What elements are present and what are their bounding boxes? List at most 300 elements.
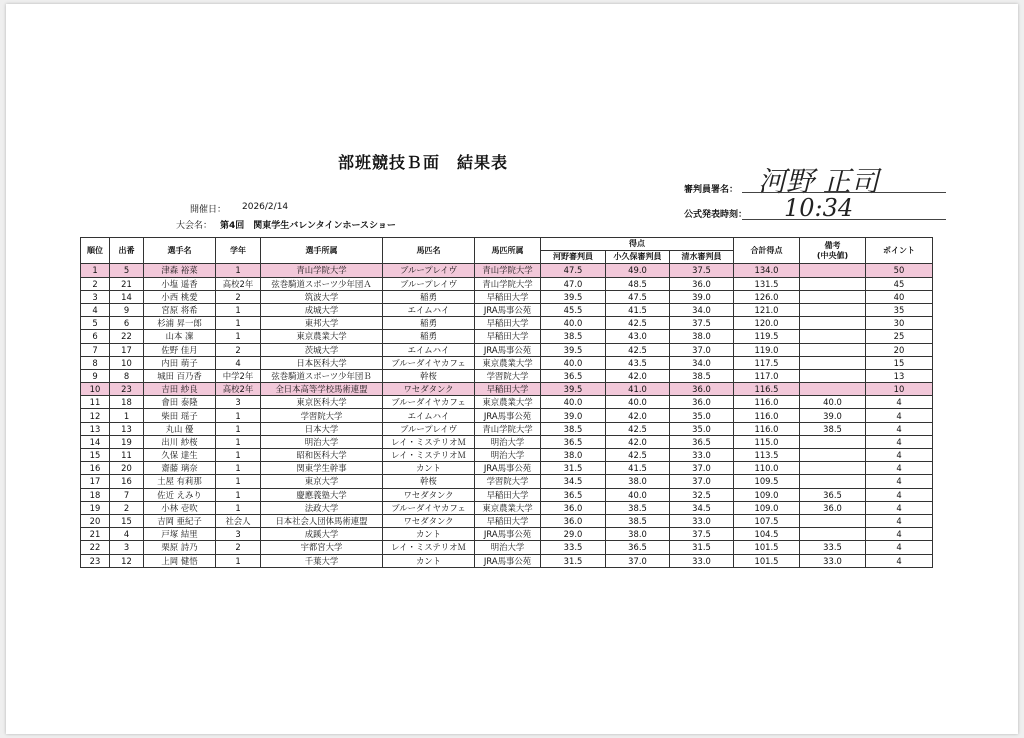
horse-cell: ブループレイヴ bbox=[383, 277, 475, 290]
signature-line bbox=[742, 192, 946, 193]
judge3-score: 39.0 bbox=[670, 290, 734, 303]
horse-owner-cell: JRA馬事公苑 bbox=[475, 303, 541, 316]
table-row bbox=[81, 330, 933, 343]
bib-cell: 20 bbox=[110, 462, 144, 475]
rank-cell: 19 bbox=[81, 501, 110, 514]
judge1-score: 47.5 bbox=[541, 264, 606, 277]
grade-cell: 高校2年 bbox=[216, 277, 261, 290]
judge3-score: 36.0 bbox=[670, 396, 734, 409]
points-cell: 4 bbox=[866, 449, 933, 462]
judge2-score: 42.5 bbox=[606, 449, 670, 462]
total-score: 101.5 bbox=[734, 554, 800, 567]
horse-owner-cell: 東京農業大学 bbox=[475, 501, 541, 514]
total-score: 109.0 bbox=[734, 488, 800, 501]
horse-cell: 幹桜 bbox=[383, 475, 475, 488]
bib-cell: 21 bbox=[110, 277, 144, 290]
bib-cell: 12 bbox=[110, 554, 144, 567]
judge1-score: 31.5 bbox=[541, 554, 606, 567]
judge3-score: 35.0 bbox=[670, 409, 734, 422]
judge2-score: 38.5 bbox=[606, 514, 670, 527]
judge3-score: 32.5 bbox=[670, 488, 734, 501]
name-cell: 津森 裕菜 bbox=[144, 264, 216, 277]
announce-time: 10:34 bbox=[784, 194, 854, 222]
affiliation-cell: 宇都宮大学 bbox=[261, 541, 383, 554]
affiliation-cell: 東京大学 bbox=[261, 475, 383, 488]
median-note bbox=[800, 449, 866, 462]
rank-header: 順位 bbox=[81, 238, 110, 264]
bib-header: 出番 bbox=[110, 238, 144, 264]
rank-cell: 5 bbox=[81, 317, 110, 330]
horse-cell: エイムハイ bbox=[383, 409, 475, 422]
name-cell: 小西 桃愛 bbox=[144, 290, 216, 303]
grade-cell: 2 bbox=[216, 343, 261, 356]
judge1-score: 36.5 bbox=[541, 435, 606, 448]
judge3-score: 38.5 bbox=[670, 369, 734, 382]
points-cell: 45 bbox=[866, 277, 933, 290]
bib-cell: 11 bbox=[110, 449, 144, 462]
horse-owner-cell: JRA馬事公苑 bbox=[475, 528, 541, 541]
date-label: 開催日： bbox=[190, 205, 227, 215]
bib-cell: 14 bbox=[110, 290, 144, 303]
grade-cell: 1 bbox=[216, 462, 261, 475]
total-score: 126.0 bbox=[734, 290, 800, 303]
horse-cell: ブルーダイヤカフェ bbox=[383, 396, 475, 409]
judge3-score: 34.0 bbox=[670, 356, 734, 369]
judge3-score: 38.0 bbox=[670, 330, 734, 343]
horse-cell: カント bbox=[383, 462, 475, 475]
name-cell: 佐近 えみり bbox=[144, 488, 216, 501]
affiliation-cell: 東京農業大学 bbox=[261, 330, 383, 343]
rank-cell: 1 bbox=[81, 264, 110, 277]
table-row bbox=[81, 528, 933, 541]
points-cell: 4 bbox=[866, 435, 933, 448]
name-cell: 小林 壱吹 bbox=[144, 501, 216, 514]
affiliation-cell: 青山学院大学 bbox=[261, 264, 383, 277]
bib-cell: 8 bbox=[110, 369, 144, 382]
judge1-score: 38.0 bbox=[541, 449, 606, 462]
median-note bbox=[800, 303, 866, 316]
total-score: 119.0 bbox=[734, 343, 800, 356]
horse-owner-cell: 明治大学 bbox=[475, 449, 541, 462]
judge1-score: 40.0 bbox=[541, 396, 606, 409]
median-note: 36.5 bbox=[800, 488, 866, 501]
table-row bbox=[81, 488, 933, 501]
affiliation-cell: 成城大学 bbox=[261, 303, 383, 316]
bib-cell: 17 bbox=[110, 343, 144, 356]
points-cell: 4 bbox=[866, 475, 933, 488]
judge1-score: 40.0 bbox=[541, 317, 606, 330]
judge2-score: 49.0 bbox=[606, 264, 670, 277]
judge1-score: 29.0 bbox=[541, 528, 606, 541]
affiliation-cell: 筑波大学 bbox=[261, 290, 383, 303]
rank-cell: 4 bbox=[81, 303, 110, 316]
median-note bbox=[800, 277, 866, 290]
horse-cell: レイ・ミステリオＭ bbox=[383, 541, 475, 554]
points-cell: 4 bbox=[866, 554, 933, 567]
name-cell: 山本 凜 bbox=[144, 330, 216, 343]
total-score: 117.0 bbox=[734, 369, 800, 382]
judge3-score: 35.0 bbox=[670, 422, 734, 435]
horse-cell: 幹桜 bbox=[383, 369, 475, 382]
horse-cell: 稲勇 bbox=[383, 330, 475, 343]
points-cell: 20 bbox=[866, 343, 933, 356]
bib-cell: 1 bbox=[110, 409, 144, 422]
judge1-score: 33.5 bbox=[541, 541, 606, 554]
affiliation-cell: 東京医科大学 bbox=[261, 396, 383, 409]
judge1-score: 36.0 bbox=[541, 501, 606, 514]
affiliation-cell: 昭和医科大学 bbox=[261, 449, 383, 462]
bib-cell: 18 bbox=[110, 396, 144, 409]
bib-cell: 10 bbox=[110, 356, 144, 369]
time-line bbox=[742, 219, 946, 220]
total-score: 116.0 bbox=[734, 422, 800, 435]
affiliation-cell: 関東学生幹事 bbox=[261, 462, 383, 475]
table-row bbox=[81, 435, 933, 448]
horse-owner-cell: JRA馬事公苑 bbox=[475, 409, 541, 422]
judge3-score: 33.0 bbox=[670, 514, 734, 527]
total-score: 131.5 bbox=[734, 277, 800, 290]
table-row bbox=[81, 369, 933, 382]
median-note bbox=[800, 528, 866, 541]
horse-cell: ワセダタンク bbox=[383, 383, 475, 396]
judge2-header: 小久保審判員 bbox=[606, 251, 670, 264]
total-score: 104.5 bbox=[734, 528, 800, 541]
horse-cell: 稲勇 bbox=[383, 317, 475, 330]
horse-owner-cell: 明治大学 bbox=[475, 541, 541, 554]
horse-owner-header: 馬匹所属 bbox=[475, 238, 541, 264]
points-cell: 4 bbox=[866, 541, 933, 554]
horse-owner-cell: 青山学院大学 bbox=[475, 277, 541, 290]
horse-cell: レイ・ミステリオＭ bbox=[383, 449, 475, 462]
horse-owner-cell: 早稲田大学 bbox=[475, 330, 541, 343]
horse-cell: ワセダタンク bbox=[383, 488, 475, 501]
total-score: 117.5 bbox=[734, 356, 800, 369]
bib-cell: 22 bbox=[110, 330, 144, 343]
grade-cell: 1 bbox=[216, 501, 261, 514]
judge2-score: 42.5 bbox=[606, 422, 670, 435]
judge3-score: 33.0 bbox=[670, 554, 734, 567]
judge1-score: 40.0 bbox=[541, 356, 606, 369]
median-note bbox=[800, 330, 866, 343]
total-score: 116.0 bbox=[734, 396, 800, 409]
rank-cell: 12 bbox=[81, 409, 110, 422]
affiliation-cell: 成蹊大学 bbox=[261, 528, 383, 541]
points-cell: 15 bbox=[866, 356, 933, 369]
affiliation-cell: 学習院大学 bbox=[261, 409, 383, 422]
affiliation-cell: 法政大学 bbox=[261, 501, 383, 514]
judge3-score: 36.0 bbox=[670, 277, 734, 290]
sheet-title: 部班競技Ｂ面 結果表 bbox=[338, 153, 509, 172]
rank-cell: 18 bbox=[81, 488, 110, 501]
horse-cell: 稲勇 bbox=[383, 290, 475, 303]
judge1-header: 河野審判員 bbox=[541, 251, 606, 264]
judge3-score: 37.0 bbox=[670, 475, 734, 488]
horse-owner-cell: 早稲田大学 bbox=[475, 290, 541, 303]
horse-owner-cell: 早稲田大学 bbox=[475, 317, 541, 330]
bib-cell: 7 bbox=[110, 488, 144, 501]
judge1-score: 38.5 bbox=[541, 330, 606, 343]
table-row bbox=[81, 462, 933, 475]
grade-cell: 1 bbox=[216, 330, 261, 343]
median-note: 33.5 bbox=[800, 541, 866, 554]
judge3-score: 37.0 bbox=[670, 462, 734, 475]
median-note: 38.5 bbox=[800, 422, 866, 435]
rank-cell: 20 bbox=[81, 514, 110, 527]
rank-cell: 17 bbox=[81, 475, 110, 488]
rank-cell: 7 bbox=[81, 343, 110, 356]
rank-cell: 10 bbox=[81, 383, 110, 396]
grade-cell: 1 bbox=[216, 475, 261, 488]
judge1-score: 47.0 bbox=[541, 277, 606, 290]
median-note: 40.0 bbox=[800, 396, 866, 409]
judge2-score: 38.0 bbox=[606, 528, 670, 541]
table-row bbox=[81, 396, 933, 409]
total-score: 109.0 bbox=[734, 501, 800, 514]
table-row bbox=[81, 264, 933, 277]
grade-cell: 社会人 bbox=[216, 514, 261, 527]
grade-cell: 4 bbox=[216, 356, 261, 369]
horse-owner-cell: 青山学院大学 bbox=[475, 422, 541, 435]
judge3-score: 34.0 bbox=[670, 303, 734, 316]
grade-cell: 2 bbox=[216, 290, 261, 303]
event-label: 大会名： bbox=[176, 221, 213, 231]
horse-cell: エイムハイ bbox=[383, 343, 475, 356]
judge1-score: 36.5 bbox=[541, 488, 606, 501]
name-cell: 上岡 健悟 bbox=[144, 554, 216, 567]
median-note bbox=[800, 383, 866, 396]
rank-cell: 9 bbox=[81, 369, 110, 382]
name-cell: 久保 達生 bbox=[144, 449, 216, 462]
rank-cell: 11 bbox=[81, 396, 110, 409]
judge2-score: 42.5 bbox=[606, 343, 670, 356]
median-note bbox=[800, 462, 866, 475]
grade-cell: 3 bbox=[216, 528, 261, 541]
judge3-score: 31.5 bbox=[670, 541, 734, 554]
rank-cell: 22 bbox=[81, 541, 110, 554]
table-row bbox=[81, 449, 933, 462]
judge1-score: 36.5 bbox=[541, 369, 606, 382]
affiliation-cell: 日本社会人団体馬術連盟 bbox=[261, 514, 383, 527]
affiliation-cell: 日本大学 bbox=[261, 422, 383, 435]
total-score: 110.0 bbox=[734, 462, 800, 475]
horse-cell: ブルーダイヤカフェ bbox=[383, 356, 475, 369]
median-note bbox=[800, 290, 866, 303]
judge2-score: 47.5 bbox=[606, 290, 670, 303]
affiliation-cell: 全日本高等学校馬術連盟 bbox=[261, 383, 383, 396]
judge3-score: 33.0 bbox=[670, 449, 734, 462]
affiliation-cell: 日本医科大学 bbox=[261, 356, 383, 369]
judge3-score: 34.5 bbox=[670, 501, 734, 514]
total-header: 合計得点 bbox=[734, 238, 800, 264]
median-note bbox=[800, 343, 866, 356]
rank-cell: 2 bbox=[81, 277, 110, 290]
judge3-score: 37.5 bbox=[670, 264, 734, 277]
event-name: 第4回 関東学生バレンタインホースショー bbox=[220, 221, 396, 231]
name-cell: 杉浦 昇一郎 bbox=[144, 317, 216, 330]
grade-cell: 1 bbox=[216, 317, 261, 330]
judge1-score: 38.5 bbox=[541, 422, 606, 435]
judge2-score: 41.0 bbox=[606, 383, 670, 396]
points-cell: 4 bbox=[866, 514, 933, 527]
bib-cell: 23 bbox=[110, 383, 144, 396]
horse-owner-cell: JRA馬事公苑 bbox=[475, 554, 541, 567]
name-cell: 土屋 有莉那 bbox=[144, 475, 216, 488]
horse-cell: エイムハイ bbox=[383, 303, 475, 316]
name-cell: 城田 百乃香 bbox=[144, 369, 216, 382]
judge-label: 審判員署名： bbox=[684, 185, 739, 195]
total-score: 115.0 bbox=[734, 435, 800, 448]
median-note bbox=[800, 356, 866, 369]
judge3-score: 37.0 bbox=[670, 343, 734, 356]
judge2-score: 42.0 bbox=[606, 409, 670, 422]
points-cell: 50 bbox=[866, 264, 933, 277]
horse-cell: ブループレイヴ bbox=[383, 422, 475, 435]
points-cell: 25 bbox=[866, 330, 933, 343]
horse-owner-cell: JRA馬事公苑 bbox=[475, 343, 541, 356]
name-cell: 栗原 詩乃 bbox=[144, 541, 216, 554]
judge1-score: 36.0 bbox=[541, 514, 606, 527]
table-row bbox=[81, 317, 933, 330]
horse-cell: カント bbox=[383, 528, 475, 541]
table-row bbox=[81, 356, 933, 369]
grade-cell: 1 bbox=[216, 303, 261, 316]
judge3-score: 36.0 bbox=[670, 383, 734, 396]
horse-cell: カント bbox=[383, 554, 475, 567]
points-cell: 10 bbox=[866, 383, 933, 396]
name-cell: 出川 紗桜 bbox=[144, 435, 216, 448]
affiliation-cell: 明治大学 bbox=[261, 435, 383, 448]
horse-owner-cell: JRA馬事公苑 bbox=[475, 462, 541, 475]
horse-owner-cell: 学習院大学 bbox=[475, 475, 541, 488]
points-cell: 4 bbox=[866, 528, 933, 541]
grade-cell: 1 bbox=[216, 554, 261, 567]
grade-header: 学年 bbox=[216, 238, 261, 264]
points-header: ポイント bbox=[866, 238, 933, 264]
grade-cell: 1 bbox=[216, 422, 261, 435]
table-row bbox=[81, 343, 933, 356]
median-note bbox=[800, 264, 866, 277]
judge2-score: 38.0 bbox=[606, 475, 670, 488]
grade-cell: 1 bbox=[216, 449, 261, 462]
name-header: 選手名 bbox=[144, 238, 216, 264]
median-note: 33.0 bbox=[800, 554, 866, 567]
judge2-score: 40.0 bbox=[606, 396, 670, 409]
horse-header: 馬匹名 bbox=[383, 238, 475, 264]
bib-cell: 19 bbox=[110, 435, 144, 448]
judge2-score: 40.0 bbox=[606, 488, 670, 501]
judge-signature: 河野 正司 bbox=[758, 165, 879, 198]
horse-cell: レイ・ミステリオＭ bbox=[383, 435, 475, 448]
horse-cell: ワセダタンク bbox=[383, 514, 475, 527]
points-cell: 4 bbox=[866, 488, 933, 501]
name-cell: 會田 泰隆 bbox=[144, 396, 216, 409]
name-cell: 佐野 佳月 bbox=[144, 343, 216, 356]
bib-cell: 5 bbox=[110, 264, 144, 277]
total-score: 120.0 bbox=[734, 317, 800, 330]
judge2-score: 42.0 bbox=[606, 369, 670, 382]
name-cell: 吉田 紗良 bbox=[144, 383, 216, 396]
rank-cell: 13 bbox=[81, 422, 110, 435]
horse-cell: ブループレイヴ bbox=[383, 264, 475, 277]
judge2-score: 42.5 bbox=[606, 317, 670, 330]
affiliation-header: 選手所属 bbox=[261, 238, 383, 264]
affiliation-cell: 慶應義塾大学 bbox=[261, 488, 383, 501]
judge1-score: 39.5 bbox=[541, 383, 606, 396]
judge1-score: 34.5 bbox=[541, 475, 606, 488]
rank-cell: 23 bbox=[81, 554, 110, 567]
median-note bbox=[800, 514, 866, 527]
grade-cell: 3 bbox=[216, 396, 261, 409]
total-score: 134.0 bbox=[734, 264, 800, 277]
bib-cell: 16 bbox=[110, 475, 144, 488]
judge3-score: 37.5 bbox=[670, 317, 734, 330]
bib-cell: 4 bbox=[110, 528, 144, 541]
points-cell: 40 bbox=[866, 290, 933, 303]
median-note: 36.0 bbox=[800, 501, 866, 514]
table-row bbox=[81, 303, 933, 316]
name-cell: 丸山 優 bbox=[144, 422, 216, 435]
name-cell: 齋藤 璃奈 bbox=[144, 462, 216, 475]
judge1-score: 39.5 bbox=[541, 343, 606, 356]
horse-owner-cell: 明治大学 bbox=[475, 435, 541, 448]
horse-owner-cell: 東京農業大学 bbox=[475, 396, 541, 409]
judge2-score: 43.0 bbox=[606, 330, 670, 343]
horse-owner-cell: 学習院大学 bbox=[475, 369, 541, 382]
horse-owner-cell: 青山学院大学 bbox=[475, 264, 541, 277]
name-cell: 吉岡 亜紀子 bbox=[144, 514, 216, 527]
points-cell: 4 bbox=[866, 501, 933, 514]
judge1-score: 45.5 bbox=[541, 303, 606, 316]
judge2-score: 41.5 bbox=[606, 303, 670, 316]
rank-cell: 21 bbox=[81, 528, 110, 541]
bib-cell: 3 bbox=[110, 541, 144, 554]
total-score: 113.5 bbox=[734, 449, 800, 462]
bib-cell: 9 bbox=[110, 303, 144, 316]
rank-cell: 6 bbox=[81, 330, 110, 343]
name-cell: 宮原 将希 bbox=[144, 303, 216, 316]
bib-cell: 2 bbox=[110, 501, 144, 514]
judge2-score: 43.5 bbox=[606, 356, 670, 369]
affiliation-cell: 茨城大学 bbox=[261, 343, 383, 356]
judge2-score: 37.0 bbox=[606, 554, 670, 567]
bib-cell: 6 bbox=[110, 317, 144, 330]
note-header: 備考 (中央値) bbox=[800, 238, 866, 264]
median-note bbox=[800, 369, 866, 382]
total-score: 121.0 bbox=[734, 303, 800, 316]
grade-cell: 2 bbox=[216, 541, 261, 554]
table-row bbox=[81, 554, 933, 567]
time-label: 公式発表時刻： bbox=[684, 210, 748, 220]
affiliation-cell: 弦巻騎道スポーツ少年団Ａ bbox=[261, 277, 383, 290]
table-row bbox=[81, 541, 933, 554]
points-cell: 35 bbox=[866, 303, 933, 316]
total-score: 107.5 bbox=[734, 514, 800, 527]
points-cell: 30 bbox=[866, 317, 933, 330]
median-note: 39.0 bbox=[800, 409, 866, 422]
affiliation-cell: 東邦大学 bbox=[261, 317, 383, 330]
rank-cell: 3 bbox=[81, 290, 110, 303]
header-row bbox=[81, 238, 933, 251]
judge2-score: 48.5 bbox=[606, 277, 670, 290]
table-row bbox=[81, 475, 933, 488]
total-score: 119.5 bbox=[734, 330, 800, 343]
table-row bbox=[81, 501, 933, 514]
date-value: 2026/2/14 bbox=[242, 202, 289, 212]
table-row bbox=[81, 422, 933, 435]
horse-owner-cell: 早稲田大学 bbox=[475, 514, 541, 527]
horse-owner-cell: 東京農業大学 bbox=[475, 356, 541, 369]
horse-owner-cell: 早稲田大学 bbox=[475, 488, 541, 501]
